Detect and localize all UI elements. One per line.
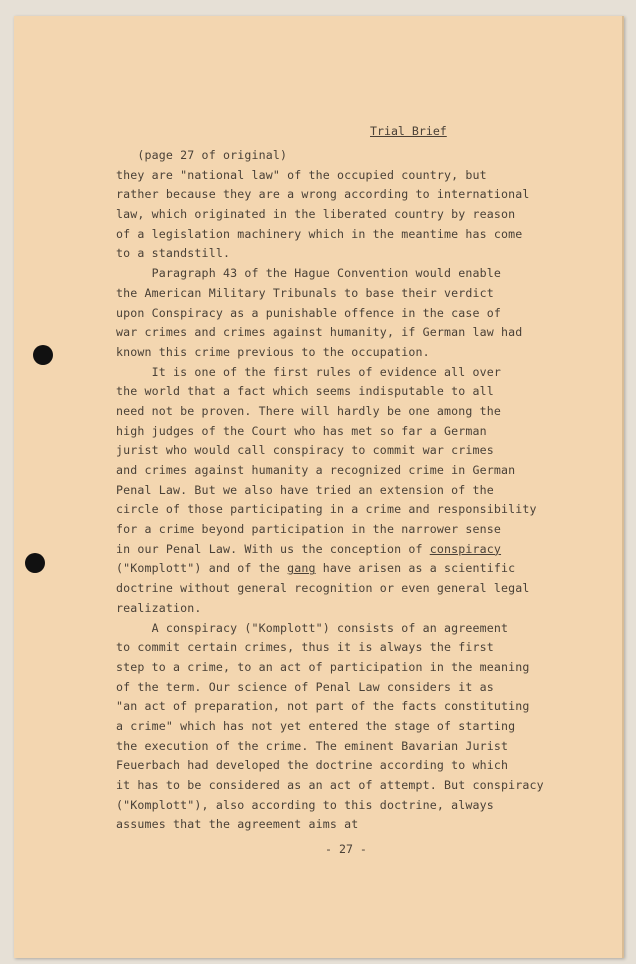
text-line: assumes that the agreement aims at — [116, 817, 359, 832]
underlined-term: gang — [287, 561, 316, 576]
text-line: for a crime beyond participation in the narrower sense — [116, 522, 502, 537]
text-line: step to a crime, to an act of participation in the meaning — [116, 659, 530, 674]
text-line: A conspiracy ("Komplott") consists of an agreement — [116, 620, 509, 635]
text-line: jurist who would call conspiracy to commit war crimes — [116, 443, 494, 458]
document-body — [116, 146, 544, 835]
text-line: ("Komplott"), also according to this doctrine, always — [116, 797, 494, 812]
text-line: circle of those participating in a crime and responsibility — [116, 502, 537, 517]
text-line: high judges of the Court who has met so far a German — [116, 423, 487, 438]
underlined-term: conspiracy — [429, 541, 502, 556]
text-line: the execution of the crime. The eminent Bavarian Jurist — [116, 738, 509, 753]
text-line: It is one of the first rules of evidence all over — [116, 364, 502, 379]
text-line: Paragraph 43 of the Hague Convention would enable — [116, 266, 502, 281]
punch-hole — [33, 345, 53, 365]
text-line: they are "national law" of the occupied country, but — [116, 167, 487, 182]
text-line: it has to be considered as an act of attempt. But conspiracy — [116, 778, 544, 792]
text-line: the American Military Tribunals to base their verdict — [116, 285, 494, 300]
text-line: a crime" which has not yet entered the stage of starting — [116, 718, 516, 733]
text-line: realization. — [116, 600, 202, 615]
page-reference: (page 27 of original) — [116, 148, 288, 162]
text-line: doctrine without general recognition or even general legal — [116, 581, 530, 596]
punch-hole — [25, 553, 45, 573]
text-line: law, which originated in the liberated country by reason — [116, 207, 516, 222]
text-line: of the term. Our science of Penal Law considers it as — [116, 679, 494, 694]
text-line: Penal Law. But we also have tried an extension of the — [116, 482, 494, 497]
text-line: in our Penal Law. With us the conception of conspiracy — [116, 541, 502, 556]
text-line: to a standstill. — [116, 246, 231, 261]
text-line: to commit certain crimes, thus it is always the first — [116, 640, 494, 655]
text-line: ("Komplott") and of the gang have arisen as a scientific — [116, 561, 516, 576]
text-line: rather because they are a wrong according to international — [116, 187, 530, 202]
document-title: Trial Brief — [370, 124, 447, 138]
text-line: Feuerbach had developed the doctrine according to which — [116, 758, 509, 773]
text-line: "an act of preparation, not part of the facts constituting — [116, 699, 530, 714]
text-line: need not be proven. There will hardly be one among the — [116, 403, 502, 418]
text-line: upon Conspiracy as a punishable offence in the case of — [116, 305, 502, 320]
text-line: of a legislation machinery which in the meantime has come — [116, 226, 523, 241]
text-line: known this crime previous to the occupation. — [116, 344, 430, 359]
text-line: war crimes and crimes against humanity, if German law had — [116, 325, 523, 340]
page-number: - 27 - — [325, 842, 367, 856]
text-line: and crimes against humanity a recognized crime in German — [116, 463, 516, 477]
text-line: the world that a fact which seems indisputable to all — [116, 384, 494, 399]
